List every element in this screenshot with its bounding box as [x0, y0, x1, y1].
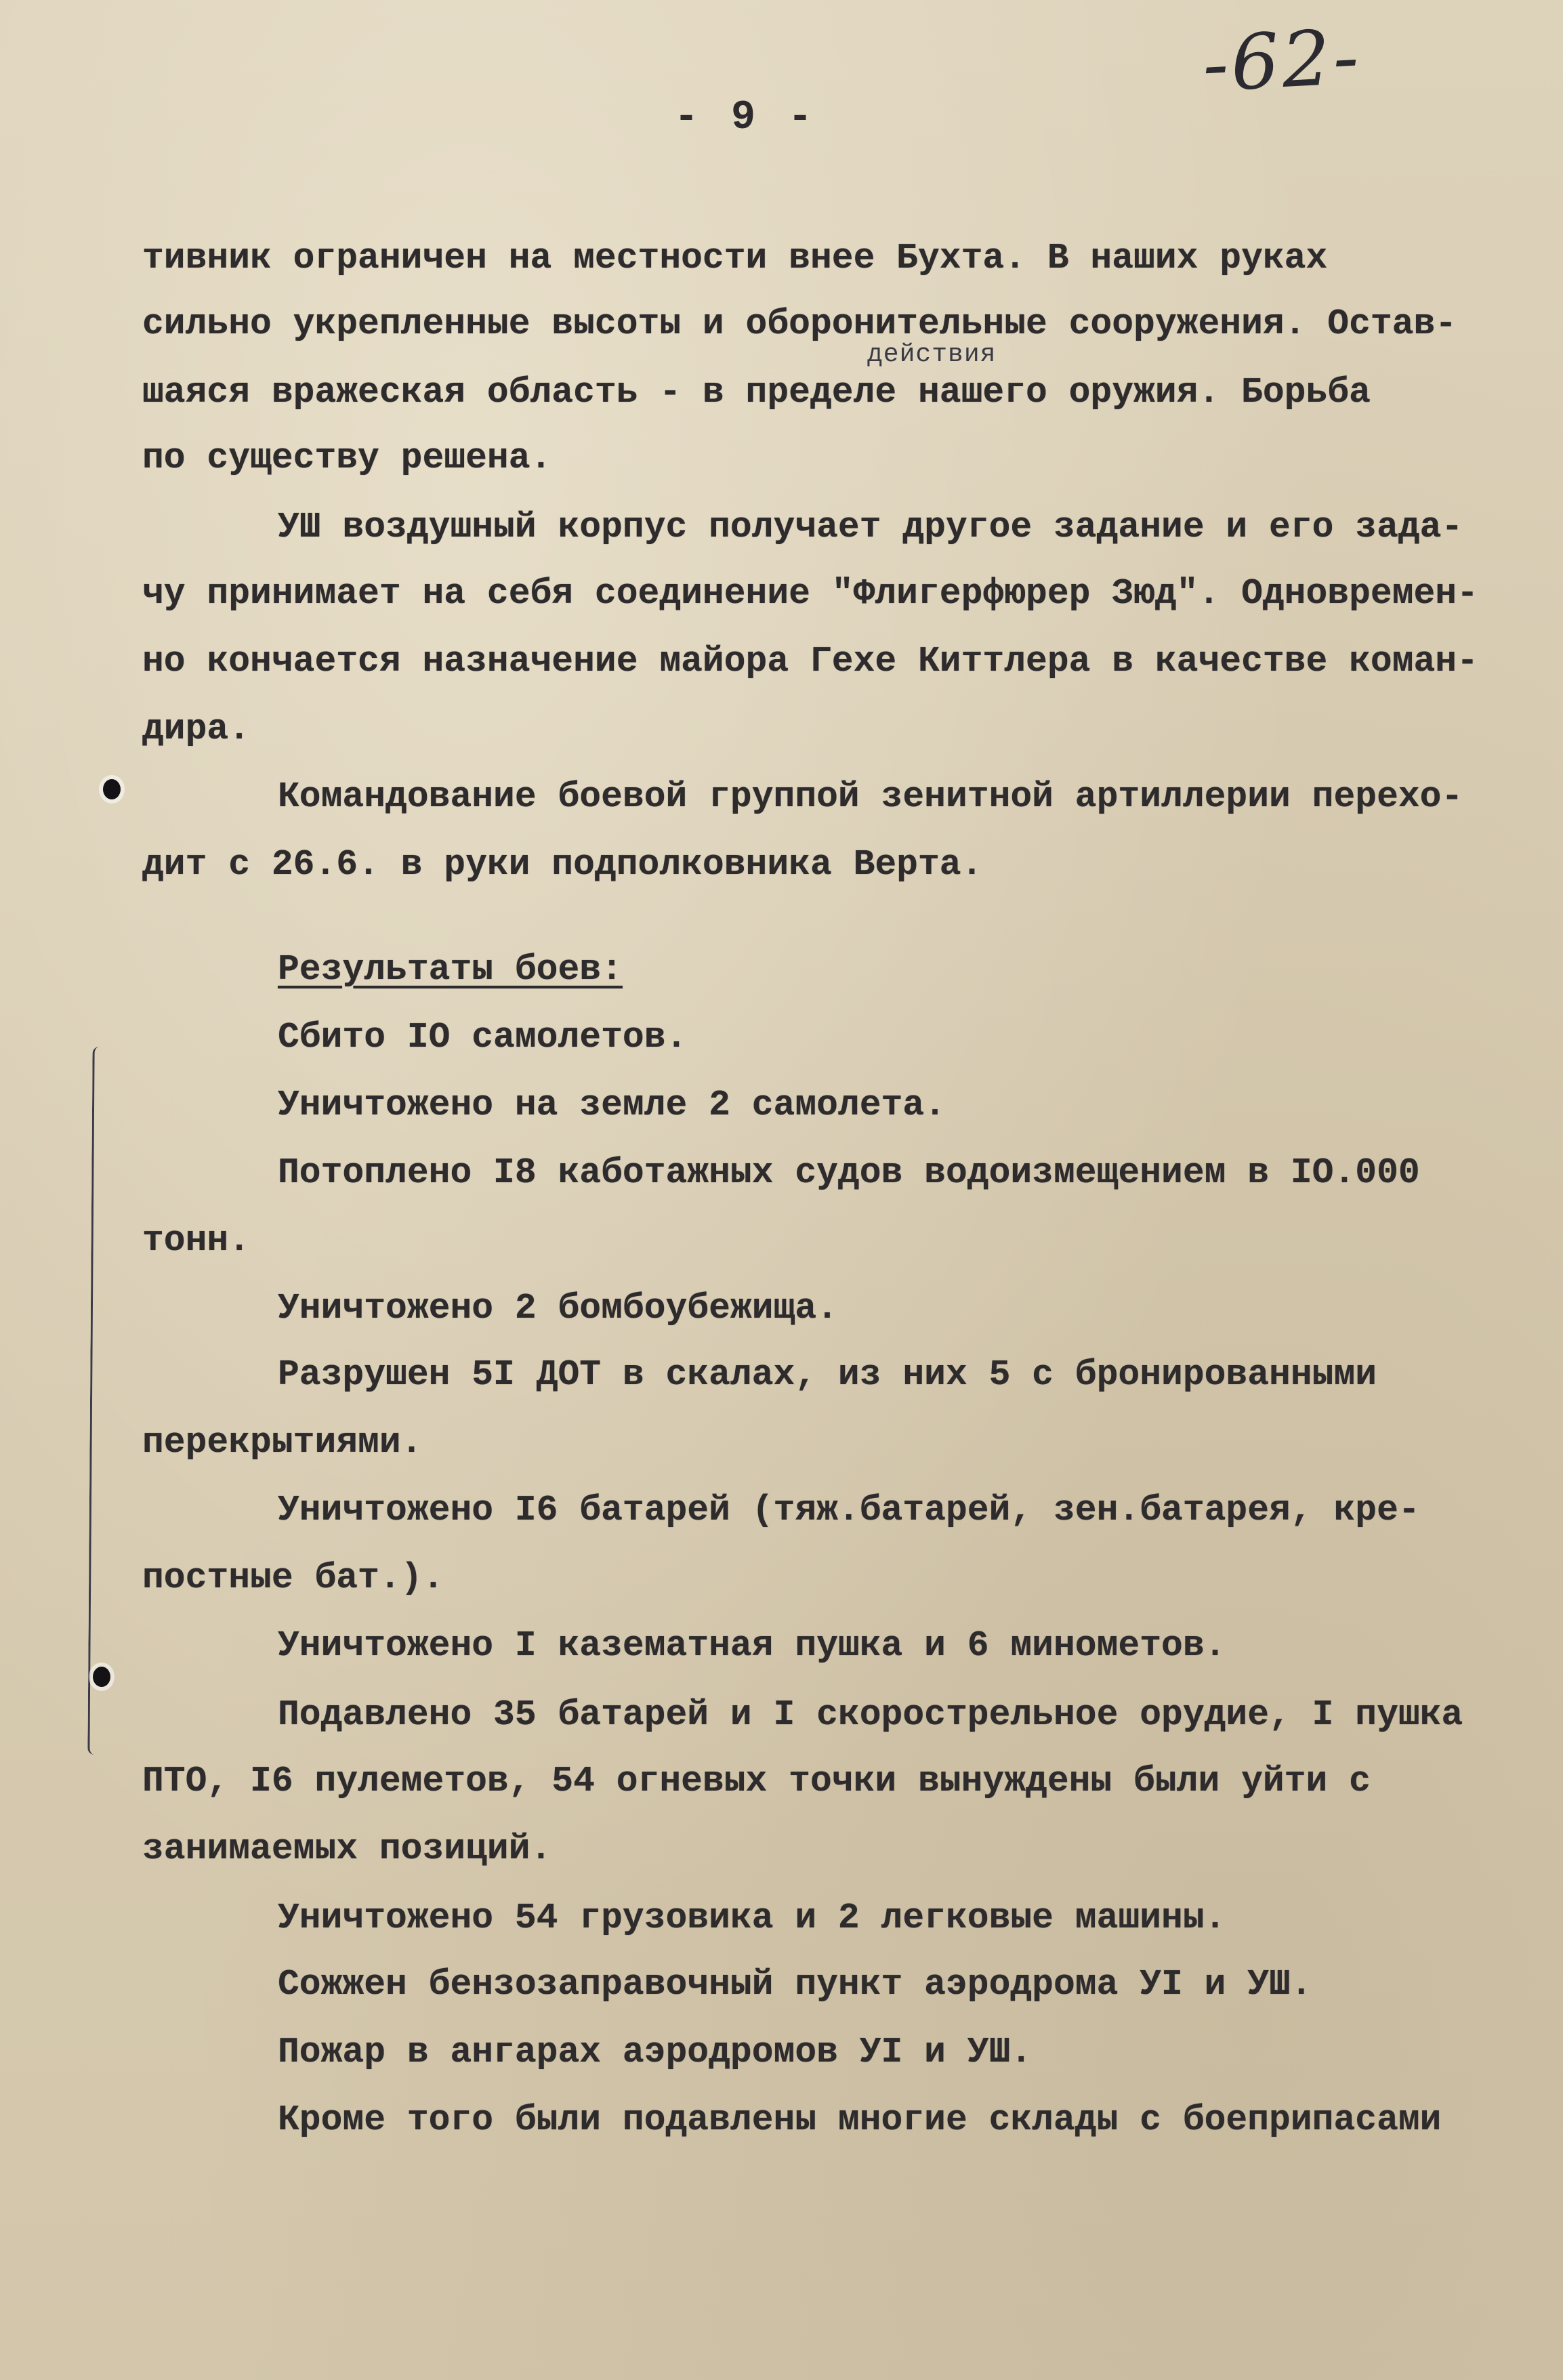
- result-item: Уничтожено I казематная пушка и 6 минометов.: [278, 1625, 1226, 1666]
- result-item: Подавлено 35 батарей и I скорострельное орудие, I пушка: [278, 1694, 1463, 1735]
- archive-page-number: -62-: [1200, 12, 1364, 110]
- margin-bracket-mark: [87, 1047, 101, 1755]
- handwritten-insertion: действия: [867, 340, 997, 369]
- text-line: по существу решена.: [142, 438, 552, 478]
- result-item: Уничтожено 54 грузовика и 2 легковые машины.: [278, 1898, 1226, 1938]
- result-item: постные бат.).: [142, 1558, 444, 1598]
- text-line: тивник ограничен на местности внее Бухта. В наших руках: [142, 238, 1328, 278]
- result-item: Уничтожено 2 бомбоубежища.: [278, 1288, 838, 1329]
- result-item: тонн.: [142, 1220, 251, 1261]
- result-item: Потоплено I8 каботажных судов водоизмещением в IO.000: [278, 1152, 1420, 1193]
- text-line: дира.: [142, 709, 251, 749]
- result-item: Сожжен бензозаправочный пункт аэродрома УI и УШ.: [278, 1964, 1312, 2005]
- result-item: занимаемых позиций.: [142, 1829, 552, 1869]
- text-line: дит с 26.6. в руки подполковника Верта.: [142, 844, 983, 885]
- binding-hole: [103, 779, 121, 799]
- result-item: Кроме того были подавлены многие склады с боеприпасами: [278, 2100, 1442, 2140]
- text-line: Командование боевой группой зенитной артиллерии перехо-: [278, 776, 1463, 817]
- result-item: Уничтожено I6 батарей (тяж.батарей, зен.батарея, кре-: [278, 1490, 1420, 1530]
- binding-hole: [93, 1667, 110, 1687]
- section-heading: Результаты боев:: [278, 949, 623, 990]
- page-number: - 9 -: [674, 95, 817, 141]
- text-line: но кончается назначение майора Гехе Киттлера в качестве коман-: [142, 641, 1478, 682]
- result-item: перекрытиями.: [142, 1422, 423, 1463]
- text-line: УШ воздушный корпус получает другое задание и его зада-: [278, 507, 1463, 547]
- result-item: ПТО, I6 пулеметов, 54 огневых точки вынуждены были уйти с: [142, 1761, 1371, 1801]
- result-item: Сбито IO самолетов.: [278, 1017, 688, 1058]
- result-item: Разрушен 5I ДОТ в скалах, из них 5 с бронированными: [278, 1354, 1377, 1395]
- result-item: Пожар в ангарах аэродромов УI и УШ.: [278, 2032, 1033, 2072]
- text-line: чу принимает на себя соединение "Флигерфюрер Зюд". Одновремен-: [142, 573, 1478, 614]
- text-line: шаяся вражеская область - в пределе нашего оружия. Борьба: [142, 372, 1371, 413]
- text-line: сильно укрепленные высоты и оборонительные сооружения. Остав-: [142, 304, 1457, 344]
- result-item: Уничтожено на земле 2 самолета.: [278, 1085, 946, 1125]
